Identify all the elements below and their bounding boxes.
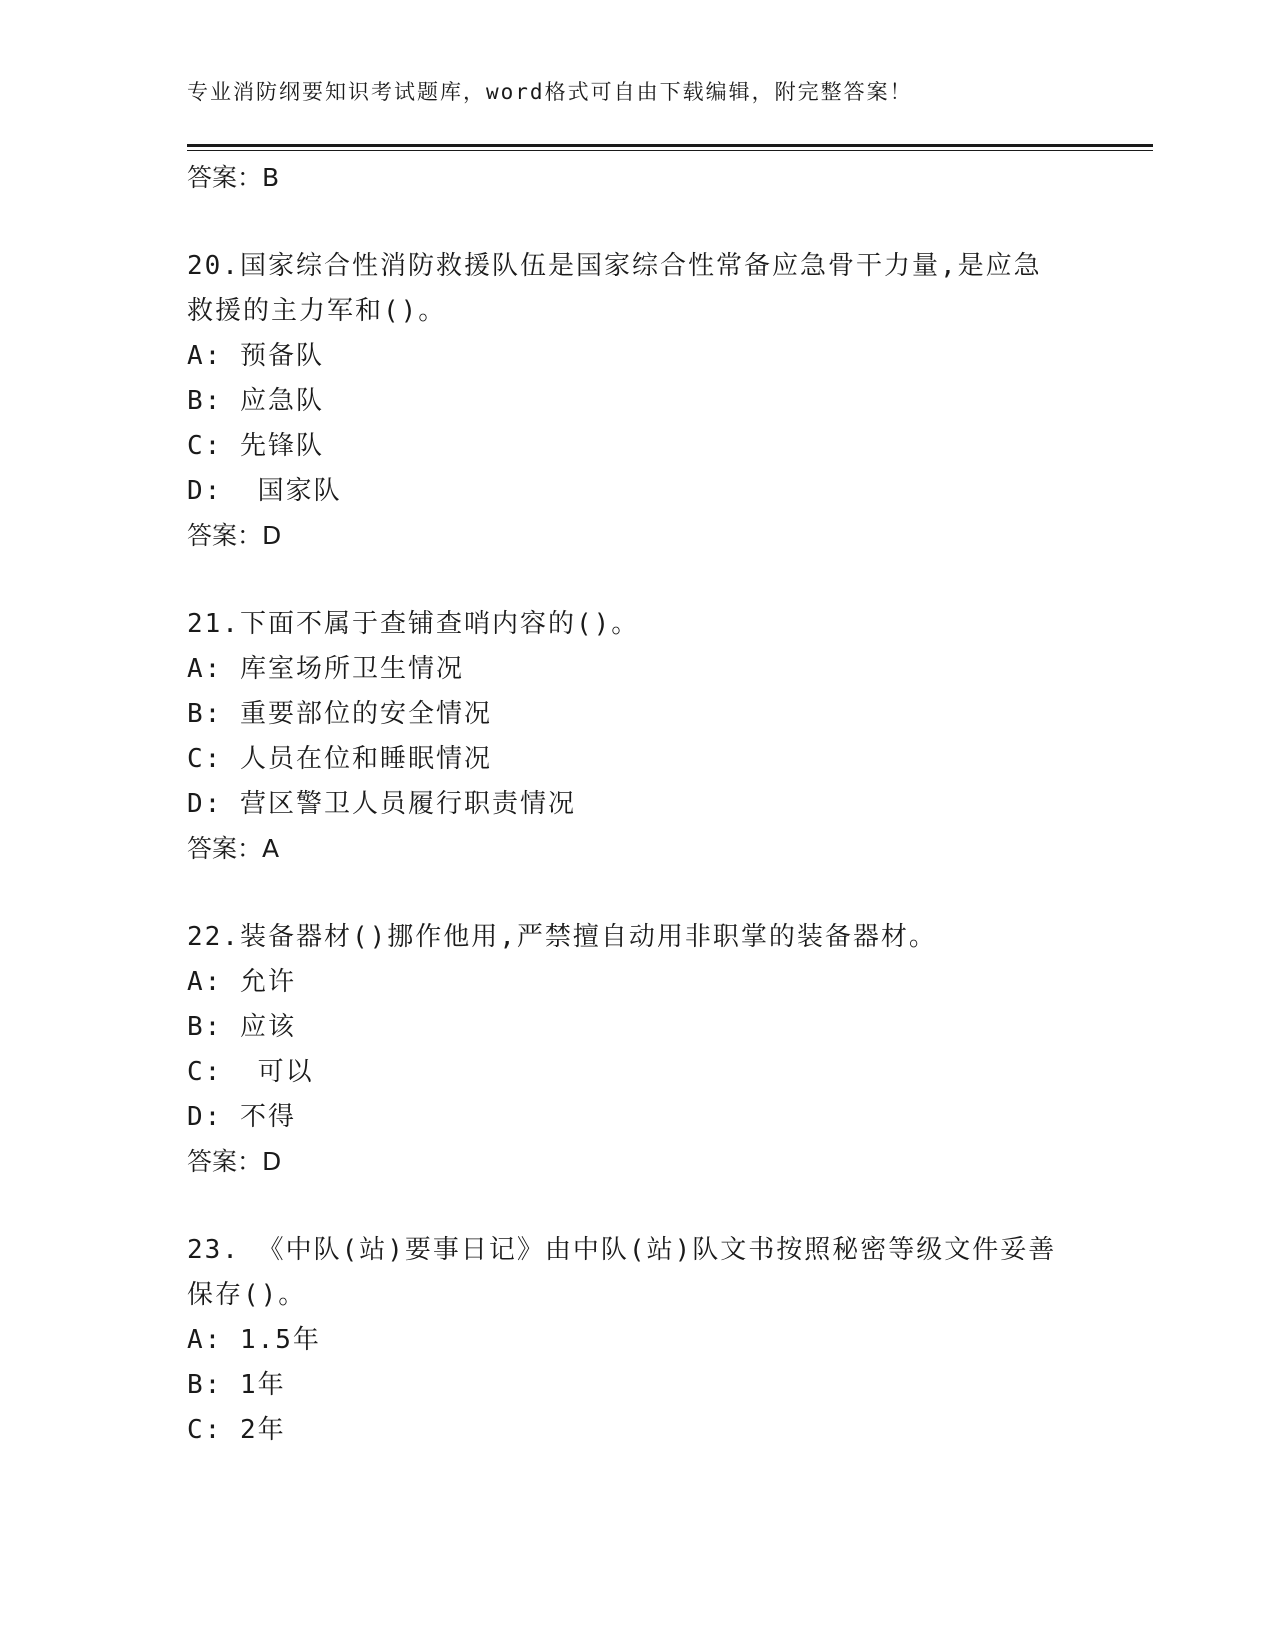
question-21-text-line1: 21.下面不属于查铺查哨内容的()。: [187, 609, 640, 639]
answer-previous: 答案：B: [187, 163, 280, 192]
question-21-option-d: D: 营区警卫人员履行职责情况: [187, 789, 576, 819]
question-23-option-a: A: 1.5年: [187, 1325, 321, 1355]
question-20-option-c: C: 先锋队: [187, 431, 324, 461]
question-22-answer: 答案：D: [187, 1147, 282, 1176]
document-body: [187, 156, 1087, 1453]
spacer: [187, 200, 1087, 244]
question-20-text-line2: 救援的主力军和()。: [187, 296, 447, 326]
question-20-text-line1: 20.国家综合性消防救援队伍是国家综合性常备应急骨干力量,是应急: [187, 251, 1042, 281]
question-21-option-b: B: 重要部位的安全情况: [187, 699, 492, 729]
question-22-option-d: D: 不得: [187, 1102, 296, 1132]
question-22: [187, 915, 1087, 1184]
question-20: [187, 244, 1087, 558]
question-20-option-b: B: 应急队: [187, 386, 324, 416]
question-20-answer: 答案：D: [187, 521, 282, 550]
question-20-option-a: A: 预备队: [187, 341, 324, 371]
question-22-option-a: A: 允许: [187, 967, 296, 997]
question-23-text-line2: 保存()。: [187, 1280, 307, 1310]
header-rule-thin: [187, 150, 1153, 151]
question-21-answer: 答案：A: [187, 834, 280, 863]
question-20-option-d: D: 国家队: [187, 476, 342, 506]
spacer: [187, 1184, 1087, 1228]
question-21-option-a: A: 库室场所卫生情况: [187, 654, 464, 684]
question-23-option-c: C: 2年: [187, 1415, 286, 1445]
spacer: [187, 871, 1087, 915]
question-23-option-b: B: 1年: [187, 1370, 286, 1400]
question-21: [187, 602, 1087, 871]
header-rule-thick: [187, 144, 1153, 147]
question-22-text-line1: 22.装备器材()挪作他用,严禁擅自动用非职掌的装备器材。: [187, 922, 937, 952]
spacer: [187, 558, 1087, 602]
question-21-option-c: C: 人员在位和睡眠情况: [187, 744, 492, 774]
question-23: [187, 1228, 1087, 1453]
question-22-option-b: B: 应该: [187, 1012, 296, 1042]
question-22-option-c: C: 可以: [187, 1057, 314, 1087]
question-23-text-line1: 23. 《中队(站)要事日记》由中队(站)队文书按照秘密等级文件妥善: [187, 1235, 1057, 1265]
page-header: 专业消防纲要知识考试题库，word格式可自由下载编辑，附完整答案！: [187, 80, 913, 104]
